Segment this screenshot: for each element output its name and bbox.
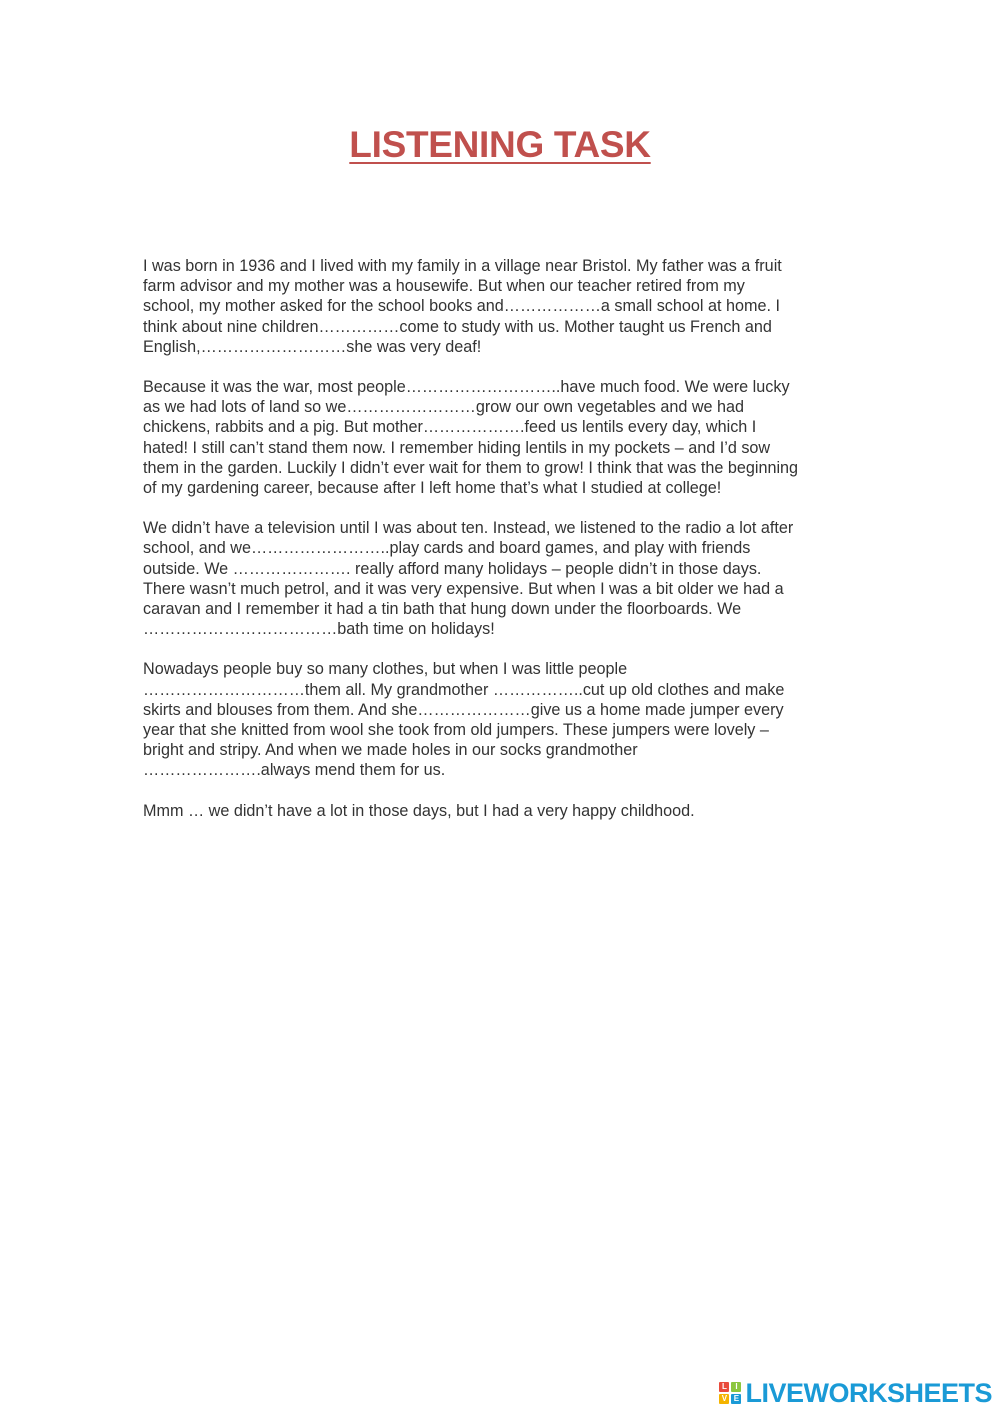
liveworksheets-logo — [719, 1377, 992, 1408]
page-title: LISTENING TASK — [349, 124, 651, 165]
text-line: bright and stripy. And when we made holes in our socks grandmother — [143, 741, 638, 760]
text-line: caravan and I remember it had a tin bath that hung down under the floorboards. We — [143, 600, 742, 619]
worksheet-body — [143, 256, 863, 841]
text-line: ………………….always mend them for us. — [143, 761, 446, 780]
text-line: outside. We …………………. really afford many holidays – people didn’t in those days. — [143, 559, 762, 578]
text-line: Nowadays people buy so many clothes, but when I was little people — [143, 660, 628, 679]
paragraph-5 — [143, 801, 863, 821]
paragraph-2 — [143, 377, 863, 498]
text-line: farm advisor and my mother was a housewife. But when our teacher retired from my — [143, 277, 745, 296]
text-line: school, and we……………………..play cards and board games, and play with friends — [143, 539, 751, 558]
text-line: year that she knitted from wool she took from old jumpers. These jumpers were lovely – — [143, 721, 769, 740]
paragraph-1 — [143, 256, 863, 357]
text-line: …………………………them all. My grandmother ……………..cut up old clothes and make — [143, 680, 785, 699]
text-line: hated! I still can’t stand them now. I remember hiding lentils in my pockets – and I’d sow — [143, 438, 771, 457]
liveworksheets-logo-text: LIVEWORKSHEETS — [745, 1377, 992, 1408]
text-line: skirts and blouses from them. And she…………………give us a home made jumper every — [143, 700, 784, 719]
text-line: of my gardening career, because after I left home that’s what I studied at college! — [143, 479, 722, 498]
text-line: think about nine children……………come to study with us. Mother taught us French and — [143, 317, 772, 336]
paragraph-4 — [143, 659, 863, 780]
text-line: I was born in 1936 and I lived with my family in a village near Bristol. My father was a fruit — [143, 257, 782, 275]
text-line: chickens, rabbits and a pig. But mother……………….feed us lentils every day, which I — [143, 418, 757, 437]
text-line: ………………………………bath time on holidays! — [143, 620, 495, 639]
text-line: Mmm … we didn’t have a lot in those days, but I had a very happy childhood. — [143, 801, 695, 820]
text-line: We didn’t have a television until I was about ten. Instead, we listened to the radio a lot after — [143, 519, 794, 538]
text-line: them in the garden. Luckily I didn’t ever wait for them to grow! I think that was the beginning — [143, 458, 799, 477]
text-line: English,………………………she was very deaf! — [143, 337, 482, 356]
text-line: Because it was the war, most people………………………..have much food. We were lucky — [143, 378, 790, 397]
text-line: school, my mother asked for the school books and………………a small school at home. I — [143, 297, 780, 316]
paragraph-3 — [143, 518, 863, 639]
liveworksheets-logo-icon: L I V E — [719, 1382, 741, 1404]
text-line: There wasn’t much petrol, and it was very expensive. But when I was a bit older we had a — [143, 579, 784, 598]
text-line: as we had lots of land so we……………………grow our own vegetables and we had — [143, 398, 745, 417]
